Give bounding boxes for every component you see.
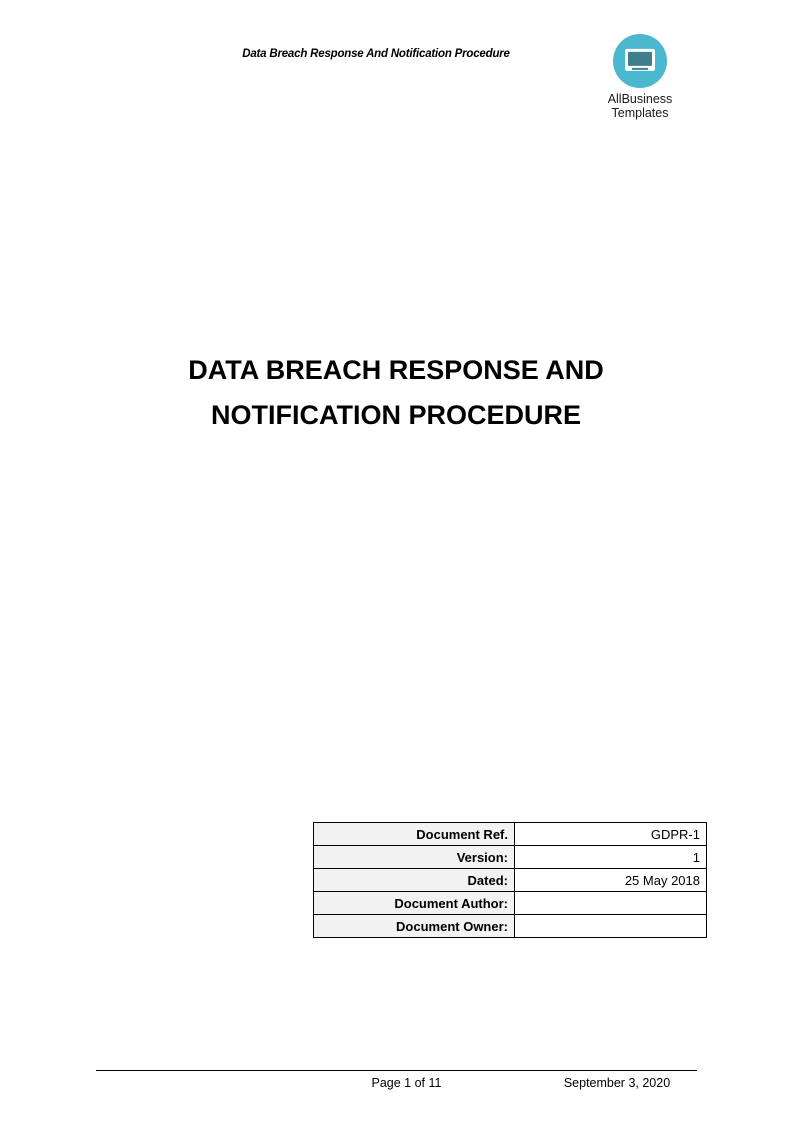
metadata-label-document-author: Document Author: xyxy=(314,892,515,915)
metadata-value-version[interactable]: 1 xyxy=(515,846,707,869)
table-row xyxy=(314,892,707,915)
document-metadata-table xyxy=(313,822,707,938)
metadata-value-dated[interactable]: 25 May 2018 xyxy=(515,869,707,892)
monitor-screen-inner-shape xyxy=(628,52,652,66)
running-header-title: Data Breach Response And Notification Procedure xyxy=(242,48,510,60)
table-row xyxy=(314,823,707,846)
brand-logo-line1: AllBusiness xyxy=(607,92,673,106)
table-row xyxy=(314,846,707,869)
footer-page-number: Page 1 of 11 xyxy=(371,1076,442,1090)
footer-date: September 3, 2020 xyxy=(563,1076,671,1090)
metadata-label-document-owner: Document Owner: xyxy=(314,915,515,938)
brand-logo-text xyxy=(585,92,695,120)
monitor-screen-shape xyxy=(625,49,655,71)
metadata-value-document-ref[interactable]: GDPR-1 xyxy=(515,823,707,846)
brand-logo-line2: Templates xyxy=(611,106,669,120)
page-header xyxy=(96,44,697,134)
brand-logo xyxy=(585,34,695,120)
page-footer xyxy=(96,1070,697,1110)
metadata-label-version: Version: xyxy=(314,846,515,869)
monitor-icon xyxy=(613,34,667,88)
metadata-label-document-ref: Document Ref. xyxy=(314,823,515,846)
metadata-value-document-owner[interactable] xyxy=(515,915,707,938)
monitor-base-shape xyxy=(632,68,648,70)
table-row xyxy=(314,869,707,892)
table-row xyxy=(314,915,707,938)
metadata-value-document-author[interactable] xyxy=(515,892,707,915)
document-title: DATA BREACH RESPONSE AND NOTIFICATION PROCEDURE xyxy=(188,355,604,431)
metadata-label-dated: Dated: xyxy=(314,869,515,892)
